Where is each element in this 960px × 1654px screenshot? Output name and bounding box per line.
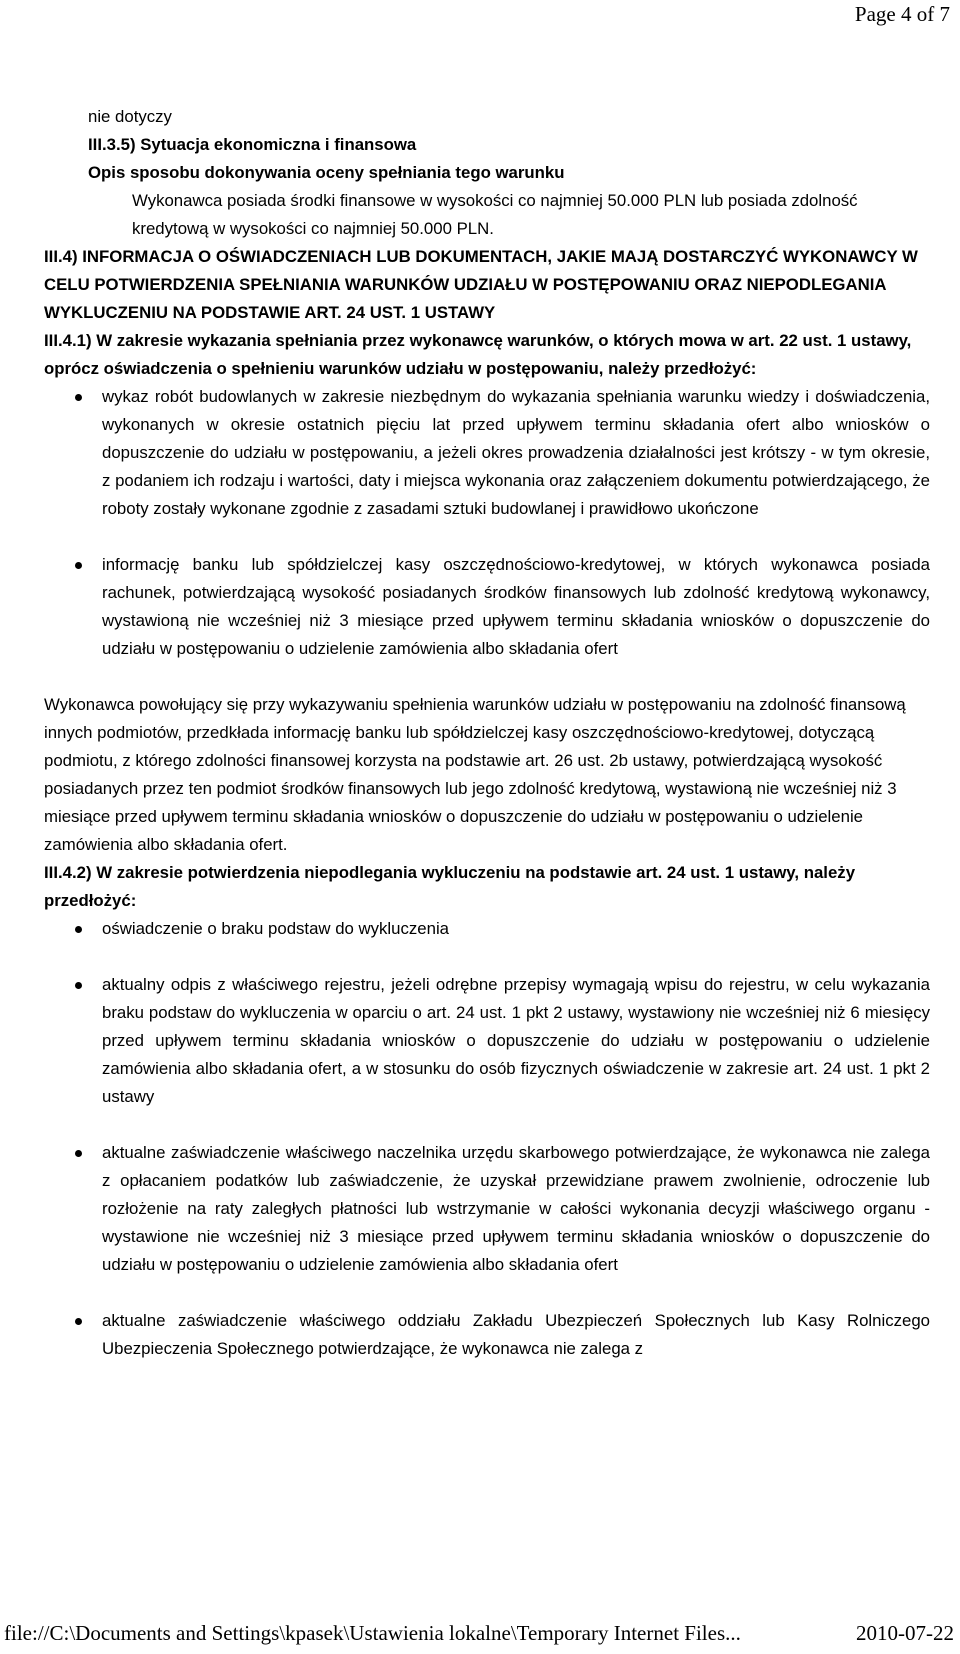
not-applicable-text: nie dotyczy — [88, 107, 172, 126]
section-4-2-heading: III.4.2) W zakresie potwierdzenia niepodlegania wykluczeniu na podstawie art. 24 ust. 1 ustawy, należy przedłożyć: — [44, 863, 856, 910]
section-3-5-heading: III.3.5) Sytuacja ekonomiczna i finansowa — [88, 135, 417, 154]
footer-date: 2010-07-22 — [856, 1621, 954, 1645]
section-4-1-note: Wykonawca powołujący się przy wykazywaniu spełnienia warunków udziału w postępowaniu na zdolność finansową innych podmiotów, przedkłada informację banku lub spółdzielczej kasy oszczędnościowo-kredytowej, dotyczącą podmiotu, z którego zdolności finansowej korzysta na podstawie art. 26 ust. 2b ustawy, potwierdzającą wysokość posiadanych przez ten podmiot środków finansowych lub jego zdolność kredytową, wystawioną nie wcześniej niż 3 miesiące przed upływem terminu składania wniosków o dopuszczenie do udziału w postępowaniu o udzielenie zamówienia albo składania ofert. — [44, 695, 906, 854]
list-item: oświadczenie o braku podstaw do wykluczenia — [102, 915, 930, 943]
footer-path: file://C:\Documents and Settings\kpasek\Ustawienia lokalne\Temporary Internet Files... — [4, 1621, 741, 1645]
section-4-2-list — [44, 915, 930, 1363]
page-footer — [4, 1621, 954, 1646]
section-4-heading: III.4) INFORMACJA O OŚWIADCZENIACH LUB DOKUMENTACH, JAKIE MAJĄ DOSTARCZYĆ WYKONAWCY W CELU POTWIERDZENIA SPEŁNIANIA WARUNKÓW UDZIAŁU W POSTĘPOWANIU ORAZ NIEPODLEGANIA WYKLUCZENIU NA PODSTAWIE ART. 24 UST. 1 USTAWY — [44, 247, 918, 322]
section-3-5-text: Wykonawca posiada środki finansowe w wysokości co najmniej 50.000 PLN lub posiada zdolność kredytową w wysokości co najmniej 50.000 PLN. — [132, 191, 858, 238]
list-item: informację banku lub spółdzielczej kasy oszczędnościowo-kredytowej, w których wykonawca posiada rachunek, potwierdzającą wysokość posiadanych środków finansowych lub zdolność kredytową wykonawcy, wystawioną nie wcześniej niż 3 miesiące przed upływem terminu składania wniosków o dopuszczenie do udziału w postępowaniu o udzielenie zamówienia albo składania ofert — [102, 551, 930, 663]
document-content — [44, 103, 930, 1363]
list-item: wykaz robót budowlanych w zakresie niezbędnym do wykazania spełniania warunku wiedzy i doświadczenia, wykonanych w okresie ostatnich pięciu lat przed upływem terminu składania ofert albo wniosków o dopuszczenie do udziału w postępowaniu, a jeżeli okres prowadzenia działalności jest krótszy - w tym okresie, z podaniem ich rodzaju i wartości, daty i miejsca wykonania oraz załączeniem dokumentu potwierdzającego, że roboty zostały wykonane zgodnie z zasadami sztuki budowlanej i prawidłowo ukończone — [102, 383, 930, 523]
list-item: aktualny odpis z właściwego rejestru, jeżeli odrębne przepisy wymagają wpisu do rejestru, w celu wykazania braku podstaw do wykluczenia w oparciu o art. 24 ust. 1 pkt 2 ustawy, wystawiony nie wcześniej niż 6 miesięcy przed upływem terminu składania wniosków o dopuszczenie do udziału w postępowaniu o udzielenie zamówienia albo składania ofert, a w stosunku do osób fizycznych oświadczenie w zakresie art. 24 ust. 1 pkt 2 ustawy — [102, 971, 930, 1111]
section-4-1-heading: III.4.1) W zakresie wykazania spełniania przez wykonawcę warunków, o których mowa w art. 22 ust. 1 ustawy, oprócz oświadczenia o spełnieniu warunków udziału w postępowaniu, należy przedłożyć: — [44, 331, 912, 378]
section-4-1-list — [44, 383, 930, 663]
list-item: aktualne zaświadczenie właściwego naczelnika urzędu skarbowego potwierdzające, że wykonawca nie zalega z opłacaniem podatków lub zaświadczenie, że uzyskał przewidziane prawem zwolnienie, odroczenie lub rozłożenie na raty zaległych płatności lub wstrzymanie w całości wykonania decyzji właściwego organu - wystawione nie wcześniej niż 3 miesiące przed upływem terminu składania wniosków o dopuszczenie do udziału w postępowaniu o udzielenie zamówienia albo składania ofert — [102, 1139, 930, 1279]
section-3-5-subheading: Opis sposobu dokonywania oceny spełniania tego warunku — [88, 163, 565, 182]
list-item: aktualne zaświadczenie właściwego oddziału Zakładu Ubezpieczeń Społecznych lub Kasy Rolniczego Ubezpieczenia Społecznego potwierdzające, że wykonawca nie zalega z — [102, 1307, 930, 1363]
page-number: Page 4 of 7 — [854, 2, 950, 26]
